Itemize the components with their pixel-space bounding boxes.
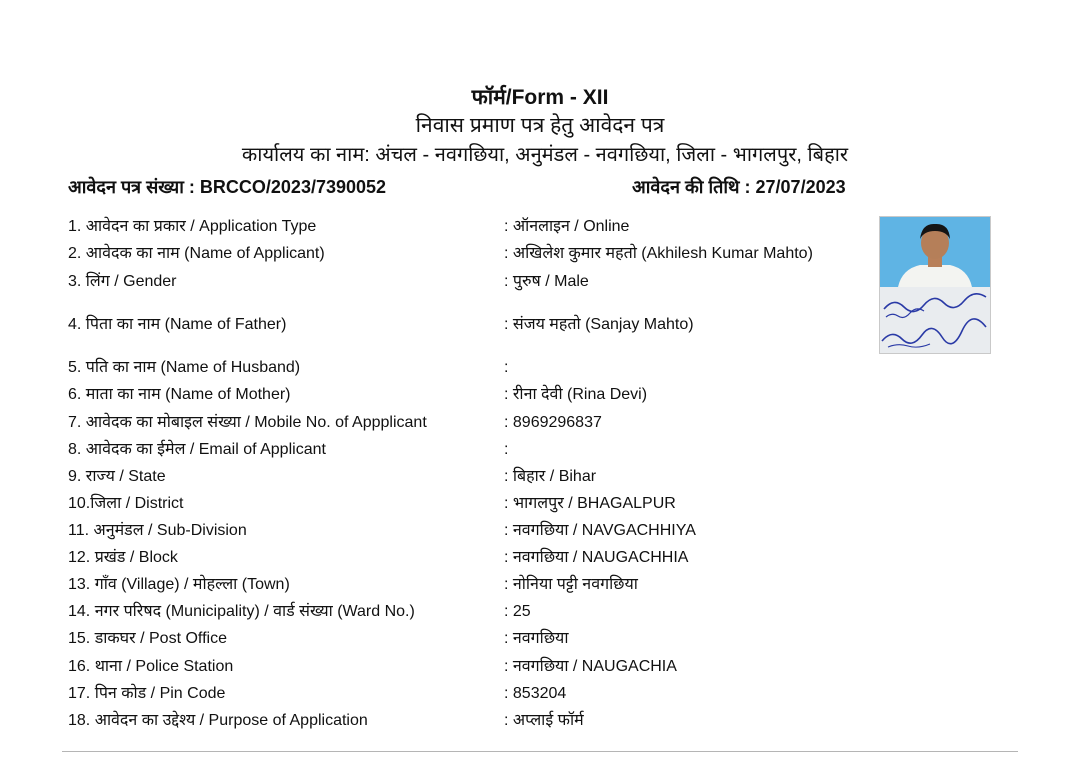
field-value: : संजय महतो (Sanjay Mahto) bbox=[504, 316, 694, 333]
applicant-photo bbox=[879, 216, 991, 354]
form-header bbox=[0, 84, 1080, 170]
row-pin-code bbox=[68, 681, 868, 707]
field-value: : 8969296837 bbox=[504, 414, 602, 431]
field-label: 2. आवेदक का नाम (Name of Applicant) bbox=[68, 245, 325, 262]
field-label: 14. नगर परिषद (Municipality) / वार्ड संख्या (Ward No.) bbox=[68, 603, 415, 620]
row-block bbox=[68, 545, 868, 571]
field-value: : ऑनलाइन / Online bbox=[504, 218, 630, 235]
field-value: : बिहार / Bihar bbox=[504, 468, 597, 485]
field-label: 1. आवेदन का प्रकार / Application Type bbox=[68, 218, 317, 235]
row-state bbox=[68, 464, 868, 490]
field-value: : bbox=[504, 441, 509, 458]
field-value: : रीना देवी (Rina Devi) bbox=[504, 386, 648, 403]
applicant-portrait-image bbox=[880, 217, 990, 353]
row-sub-division bbox=[68, 518, 868, 544]
row-applicant-name bbox=[68, 241, 868, 267]
field-label: 18. आवेदन का उद्देश्य / Purpose of Application bbox=[68, 712, 368, 729]
bottom-divider bbox=[62, 751, 1018, 752]
row-mother-name bbox=[68, 382, 868, 408]
field-label: 12. प्रखंड / Block bbox=[68, 549, 178, 566]
row-police-station bbox=[68, 654, 868, 680]
field-value: : bbox=[504, 359, 509, 376]
field-value: : पुरुष / Male bbox=[504, 273, 589, 290]
field-label: 15. डाकघर / Post Office bbox=[68, 630, 227, 647]
field-label: 7. आवेदक का मोबाइल संख्या / Mobile No. of Appplicant bbox=[68, 414, 427, 431]
row-gender bbox=[68, 269, 868, 295]
field-label: 3. लिंग / Gender bbox=[68, 273, 177, 290]
row-post-office bbox=[68, 626, 868, 652]
field-label: 9. राज्य / State bbox=[68, 468, 166, 485]
field-label: 8. आवेदक का ईमेल / Email of Applicant bbox=[68, 441, 326, 458]
field-value: : 25 bbox=[504, 603, 531, 620]
field-value: : अखिलेश कुमार महतो (Akhilesh Kumar Mahto) bbox=[504, 245, 813, 262]
row-father-name bbox=[68, 312, 868, 338]
row-district bbox=[68, 491, 868, 517]
field-label: 10.जिला / District bbox=[68, 495, 184, 512]
row-purpose bbox=[68, 708, 868, 734]
field-value: : नवगछिया / NAUGACHIA bbox=[504, 658, 677, 675]
field-label: 6. माता का नाम (Name of Mother) bbox=[68, 386, 291, 403]
form-subtitle: निवास प्रमाण पत्र हेतु आवेदन पत्र bbox=[415, 114, 665, 137]
row-email bbox=[68, 437, 868, 463]
row-application-type bbox=[68, 214, 868, 240]
form-title: फॉर्म/Form - XII bbox=[471, 86, 609, 109]
field-value: : भागलपुर / BHAGALPUR bbox=[504, 495, 676, 512]
row-village-town bbox=[68, 572, 868, 598]
application-number: आवेदन पत्र संख्या : BRCCO/2023/7390052 bbox=[68, 177, 387, 197]
field-label: 11. अनुमंडल / Sub-Division bbox=[68, 522, 247, 539]
row-mobile-number bbox=[68, 410, 868, 436]
application-date: आवेदन की तिथि : 27/07/2023 bbox=[632, 177, 846, 197]
field-label: 4. पिता का नाम (Name of Father) bbox=[68, 316, 287, 333]
field-value: : 853204 bbox=[504, 685, 567, 702]
field-value: : नोनिया पट्टी नवगछिया bbox=[504, 576, 638, 593]
field-label: 5. पति का नाम (Name of Husband) bbox=[68, 359, 301, 376]
field-value: : नवगछिया / NAUGACHHIA bbox=[504, 549, 689, 566]
row-ward-number bbox=[68, 599, 868, 625]
office-name: कार्यालय का नाम: अंचल - नवगछिया, अनुमंडल - नवगछिया, जिला - भागलपुर, बिहार bbox=[241, 144, 849, 166]
field-label: 13. गाँव (Village) / मोहल्ला (Town) bbox=[68, 576, 290, 593]
field-label: 17. पिन कोड / Pin Code bbox=[68, 685, 226, 702]
field-value: : नवगछिया / NAVGACHHIYA bbox=[504, 522, 696, 539]
field-value: : नवगछिया bbox=[504, 630, 569, 647]
field-value: : अप्लाई फॉर्म bbox=[504, 712, 584, 729]
row-husband-name bbox=[68, 355, 868, 381]
field-label: 16. थाना / Police Station bbox=[68, 658, 234, 675]
